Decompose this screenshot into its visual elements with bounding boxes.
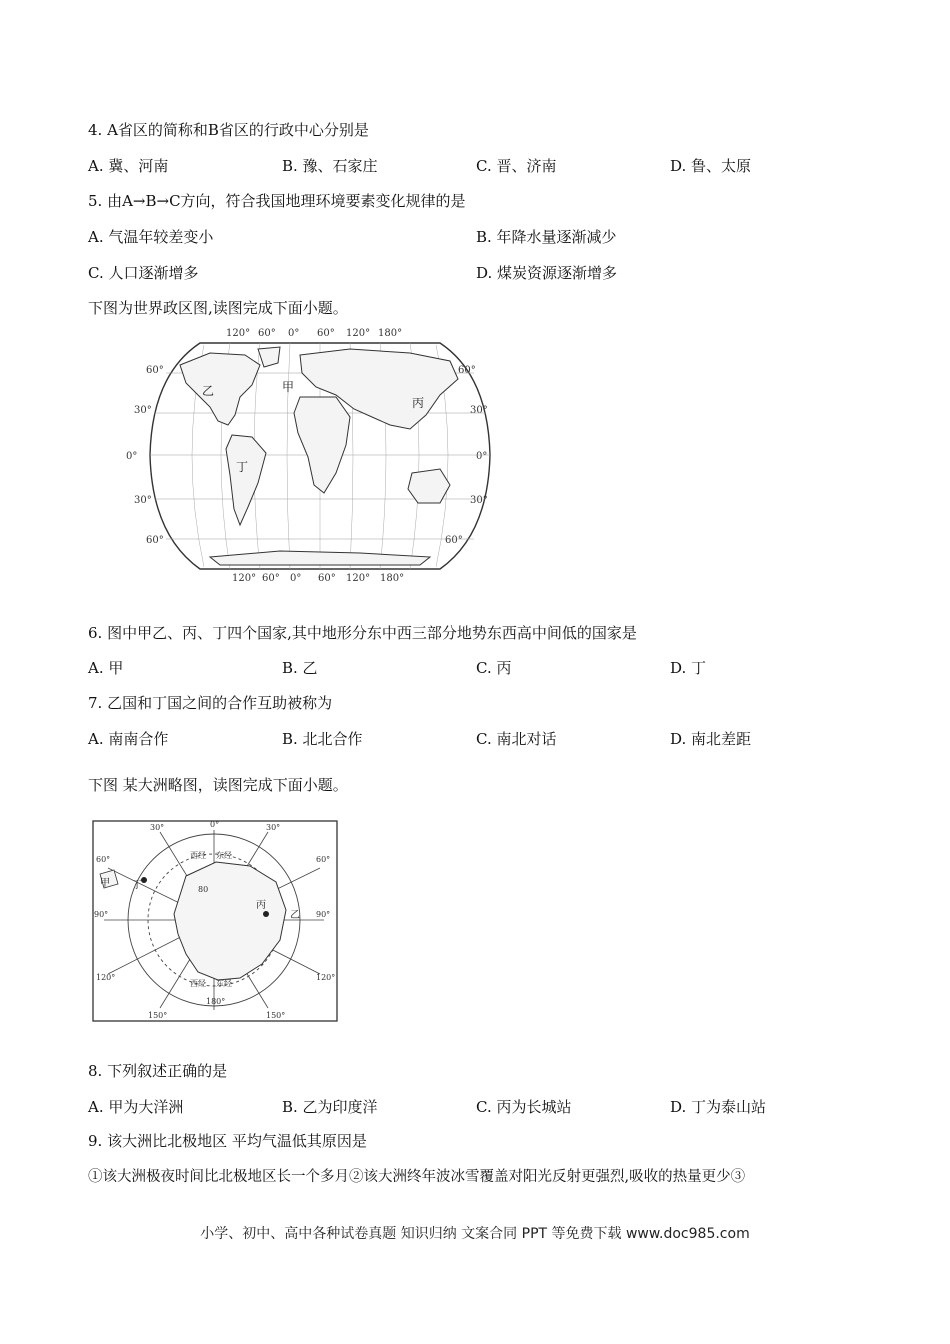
world-right-lat-label: 30° [470,495,488,506]
polar-mark-yi: 乙 [290,910,300,921]
q6-option-c: C. 丙 [476,659,512,677]
world-bottom-lon-label: 120° [232,573,257,584]
polar-mark-jia: 甲 [100,878,110,889]
q7-option-d: D. 南北差距 [670,730,752,748]
world-top-lon-label: 120° [226,328,251,339]
q5-option-d: D. 煤炭资源逐渐增多 [476,264,618,282]
polar-mark-bing: 丙 [256,900,266,911]
world-bottom-lon-label: 180° [380,573,405,584]
world-country-yi: 乙 [202,384,215,398]
polar-lon-30e: 30° [266,823,281,832]
intro-world-map: 下图为世界政区图,读图完成下面小题。 [88,299,348,317]
world-right-lat-label: 30° [470,405,488,416]
q4-option-c: C. 晋、济南 [476,157,557,175]
q5-option-b: B. 年降水量逐渐减少 [476,228,617,246]
polar-lon-120w: 120° [96,973,116,982]
polar-continent-map [90,818,340,1024]
polar-mark-ding: 丁 [132,880,142,891]
world-right-lat-label: 60° [445,535,463,546]
world-top-lon-label: 120° [346,328,371,339]
q6-option-a: A. 甲 [88,659,124,677]
q7-stem: 7. 乙国和丁国之间的合作互助被称为 [88,694,333,712]
q9-stem: 9. 该大洲比北极地区 平均气温低其原因是 [88,1132,367,1150]
q6-stem: 6. 图中甲乙、丙、丁四个国家,其中地形分东中西三部分地势东西高中间低的国家是 [88,624,637,642]
polar-east-top: 东经 [216,851,232,860]
world-left-lat-label: 0° [126,451,138,462]
q8-option-a: A. 甲为大洋洲 [88,1098,184,1116]
q4-option-d: D. 鲁、太原 [670,157,752,175]
polar-west-top: 西经 [190,851,206,860]
world-right-lat-label: 0° [476,451,488,462]
polar-lon-150e: 150° [266,1011,286,1020]
q8-option-c: C. 丙为长城站 [476,1098,572,1116]
q6-option-d: D. 丁 [670,659,707,677]
q7-option-c: C. 南北对话 [476,730,557,748]
world-country-bing: 丙 [412,396,425,410]
polar-lon-60e: 60° [316,855,331,864]
q4-stem: 4. A省区的简称和B省区的行政中心分别是 [88,121,369,139]
world-country-ding: 丁 [236,460,249,474]
world-country-jia: 甲 [282,380,295,394]
polar-lat-80: 80 [198,885,209,894]
world-bottom-lon-label: 60° [262,573,280,584]
intro-polar-map: 下图 某大洲略图，读图完成下面小题。 [88,776,348,794]
q6-option-b: B. 乙 [282,659,318,677]
q5-option-a: A. 气温年较差变小 [88,228,214,246]
q8-stem: 8. 下列叙述正确的是 [88,1062,228,1080]
polar-lon-120e: 120° [316,973,336,982]
polar-lon-0: 0° [210,820,220,829]
world-bottom-lon-label: 60° [318,573,336,584]
world-political-map [126,325,510,595]
polar-lon-90w: 90° [94,910,109,919]
q4-option-a: A. 冀、河南 [88,157,169,175]
world-bottom-lon-label: 0° [290,573,302,584]
world-right-lat-label: 60° [458,365,476,376]
q8-option-d: D. 丁为泰山站 [670,1098,767,1116]
polar-lon-150w: 150° [148,1011,168,1020]
polar-lon-60w: 60° [96,855,111,864]
q4-option-b: B. 豫、石家庄 [282,157,378,175]
q5-stem: 5. 由A→B→C方向，符合我国地理环境要素变化规律的是 [88,192,466,210]
world-left-lat-label: 30° [134,495,152,506]
polar-lon-30w: 30° [150,823,165,832]
world-left-lat-label: 60° [146,535,164,546]
world-top-lon-label: 60° [317,328,335,339]
q9-statements: ①该大洲极夜时间比北极地区长一个多月②该大洲终年波冰雪覆盖对阳光反射更强烈,吸收的热量更少③ [88,1169,746,1185]
polar-lon-90e: 90° [316,910,331,919]
polar-lon-180: 180° [206,997,226,1006]
q7-option-a: A. 南南合作 [88,730,169,748]
world-top-lon-label: 180° [378,328,403,339]
world-left-lat-label: 30° [134,405,152,416]
world-bottom-lon-label: 120° [346,573,371,584]
page-footer: 小学、初中、高中各种试卷真题 知识归纳 文案合同 PPT 等免费下载 www.doc985.com [200,1226,750,1242]
polar-west-bottom: 西经 [190,979,206,988]
world-left-lat-label: 60° [146,365,164,376]
world-top-lon-label: 60° [258,328,276,339]
q5-option-c: C. 人口逐渐增多 [88,264,199,282]
q8-option-b: B. 乙为印度洋 [282,1098,378,1116]
q7-option-b: B. 北北合作 [282,730,363,748]
polar-east-bottom: 东经 [216,979,232,988]
world-top-lon-label: 0° [288,328,300,339]
